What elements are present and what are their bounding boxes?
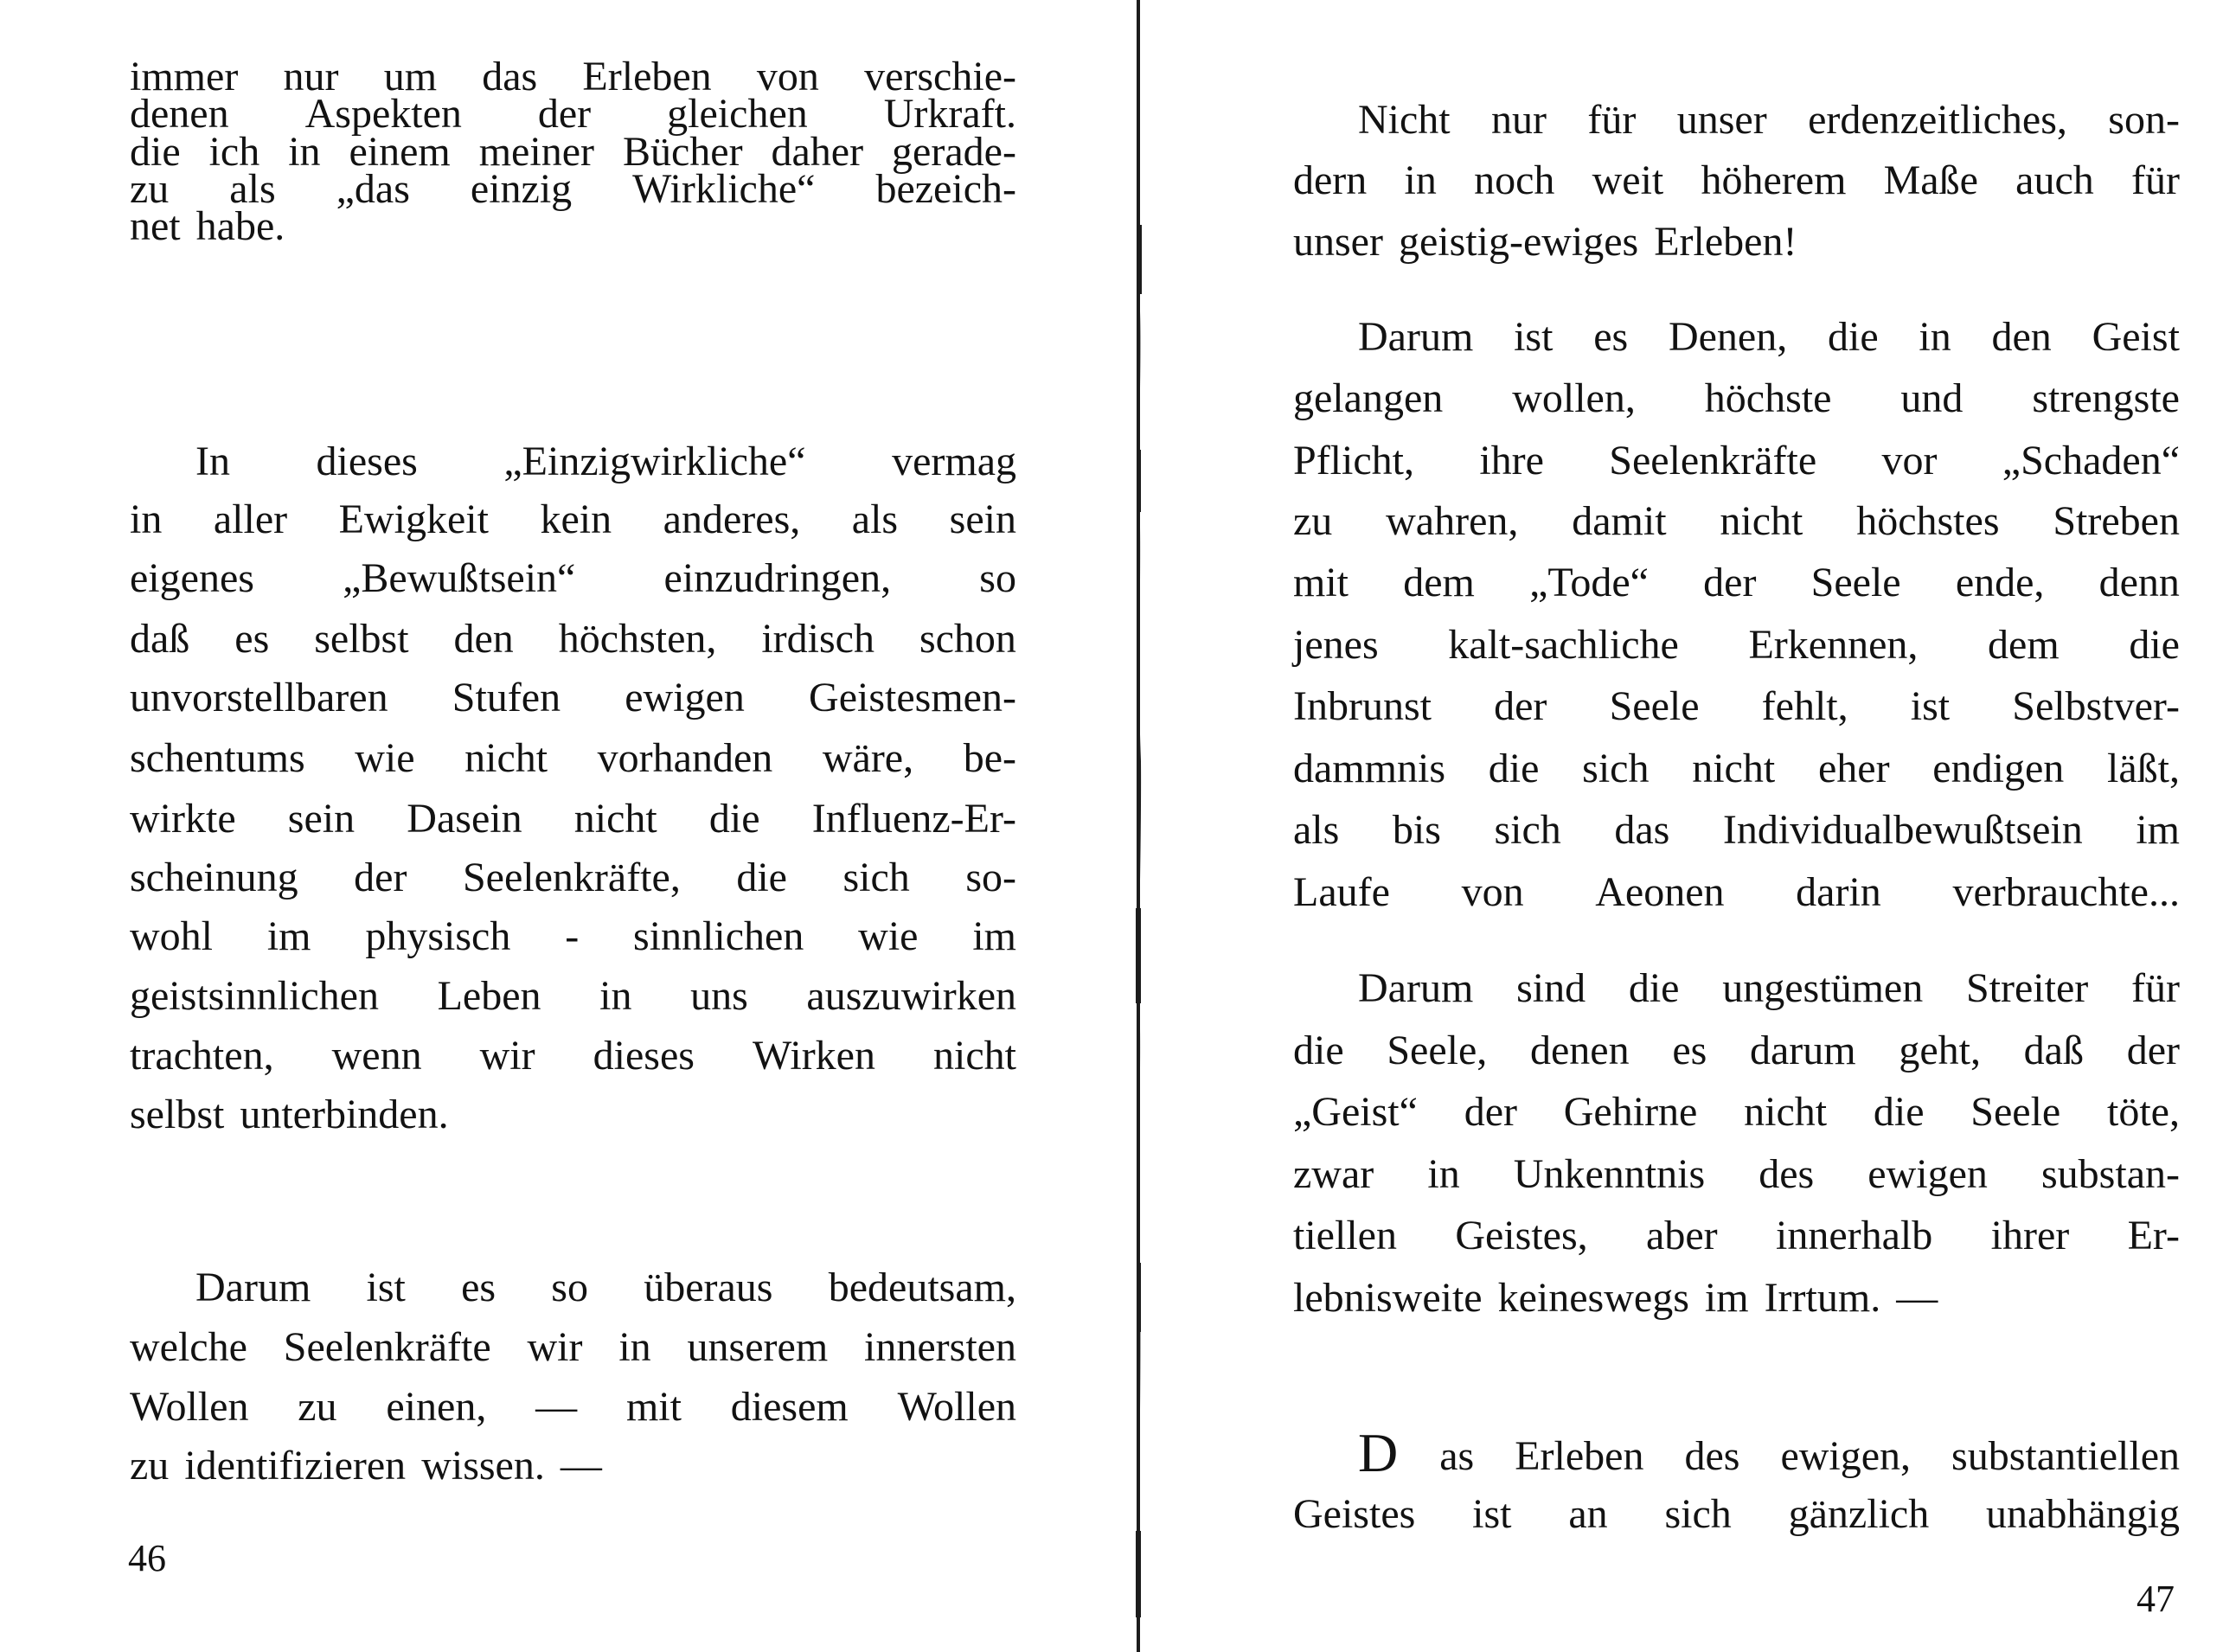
text-word: wie (355, 735, 415, 781)
text-word: Wollen (897, 1384, 1016, 1430)
page-number: 47 (2137, 1578, 2175, 1620)
text-word: dieses (316, 439, 418, 484)
text-line (195, 1261, 1016, 1315)
text-word: Influenz-Er- (811, 796, 1016, 842)
text-line (1293, 1271, 2180, 1325)
text-word: gerade- (892, 129, 1016, 175)
text-word: dem (1403, 560, 1475, 605)
text-word: wollen, (1512, 375, 1636, 421)
text-word: sind (1516, 965, 1586, 1011)
text-word: ewigen (1867, 1151, 1988, 1197)
text-word: Darum (1358, 314, 1474, 360)
text-word: Er- (2127, 1213, 2180, 1258)
text-word: wir (527, 1324, 583, 1370)
text-word: in (1427, 1151, 1460, 1197)
text-word: lebnisweite (1293, 1275, 1483, 1321)
text-word: den (453, 616, 514, 662)
text-word: wissen. (421, 1443, 545, 1489)
text-word: Aspekten (304, 91, 462, 137)
text-word: zu (130, 166, 170, 212)
text-word: Aeonen (1595, 869, 1725, 915)
text-word: in (599, 973, 632, 1019)
text-line (130, 1380, 1016, 1434)
text-word: einen, (386, 1384, 487, 1430)
text-word: ende, (1955, 560, 2045, 605)
dropcap-line (1358, 1422, 2180, 1483)
text-word: daß (130, 616, 190, 662)
text-word: auszuwirken (806, 973, 1016, 1019)
text-line (1358, 962, 2180, 1015)
text-word: identifizieren (184, 1443, 407, 1489)
text-word: es (234, 616, 270, 662)
text-line (130, 671, 1016, 725)
text-word: habe. (195, 203, 285, 249)
text-word: — (535, 1384, 578, 1430)
text-line (195, 435, 1016, 489)
text-word: Streiter (1965, 965, 2089, 1011)
text-word: Urkraft. (883, 91, 1016, 137)
text-word: sich (1664, 1491, 1732, 1537)
text-word: verschie- (864, 54, 1016, 99)
text-word: immer (130, 54, 239, 99)
text-word: Erkennen, (1748, 622, 1919, 668)
text-word: für (2130, 157, 2180, 203)
text-word: innersten (864, 1324, 1016, 1370)
text-word: vor (1881, 438, 1938, 483)
text-word: dem (1988, 622, 2060, 668)
text-word: daß (2023, 1028, 2084, 1073)
text-word: unvorstellbaren (130, 675, 388, 720)
text-word: in (1919, 314, 1951, 360)
text-word: Erleben (582, 54, 712, 99)
text-word: Geistes (1293, 1491, 1416, 1537)
text-word: als (1293, 807, 1340, 853)
text-word: zu (130, 1443, 170, 1489)
text-word: darum (1750, 1028, 1856, 1073)
text-word: der (2126, 1028, 2180, 1073)
text-word: wahren, (1386, 498, 1519, 544)
text-word: unser (1293, 219, 1383, 265)
text-word: das (482, 54, 538, 99)
text-word: substantiellen (1951, 1433, 2180, 1479)
text-word: für (2131, 965, 2180, 1011)
text-word: so- (965, 855, 1016, 900)
text-word: nicht (1720, 498, 1803, 544)
text-word: Wirken (752, 1033, 875, 1079)
text-word: Ewigkeit (338, 496, 489, 542)
text-word: eher (1817, 746, 1890, 791)
text-line (1293, 1209, 2180, 1263)
text-line (1358, 93, 2180, 147)
text-word: es (1593, 314, 1629, 360)
text-word: trachten, (130, 1033, 274, 1079)
text-word: Inbrunst (1293, 683, 1432, 729)
text-word: „Einzigwirkliche“ (503, 439, 806, 484)
text-word: weit (1592, 157, 1664, 203)
text-line (130, 732, 1016, 785)
text-word: irdisch (761, 616, 874, 662)
text-word: zu (1293, 498, 1333, 544)
text-word: mit (1293, 560, 1349, 605)
text-word: endigen (1932, 746, 2065, 791)
text-line (1293, 1085, 2180, 1139)
text-word: als (851, 496, 899, 542)
text-word: Darum (195, 1265, 311, 1310)
text-word: unserem (687, 1324, 829, 1370)
text-word: nur (283, 54, 339, 99)
text-line (1293, 1488, 2180, 1541)
text-word: meiner (478, 129, 594, 175)
text-word: Geist (2092, 314, 2180, 360)
text-word: Dasein (407, 796, 522, 842)
text-word: geistsinnlichen (130, 973, 379, 1019)
text-word: nicht (573, 796, 657, 842)
text-word: die (1488, 746, 1540, 791)
text-line (1293, 1024, 2180, 1078)
text-word: ist (1514, 314, 1554, 360)
text-line (130, 970, 1016, 1023)
text-word: Seelenkräfte, (462, 855, 681, 900)
text-word: selbst (314, 616, 409, 662)
text-word: höchstes (1856, 498, 2000, 544)
text-word: - (565, 913, 580, 959)
text-word: es (461, 1265, 496, 1310)
text-word: strengste (2032, 375, 2180, 421)
text-word: zwar (1293, 1151, 1374, 1197)
text-word: einzig (470, 166, 573, 212)
text-word: erdenzeitliches, (1808, 97, 2067, 143)
text-line (1293, 154, 2180, 208)
text-line (1293, 680, 2180, 733)
text-word: ihrer (1990, 1213, 2070, 1258)
text-word: einem (349, 129, 451, 175)
text-word: Nicht (1358, 97, 1451, 143)
text-word: „Tode“ (1529, 560, 1649, 605)
text-line (130, 792, 1016, 846)
text-word: Seele, (1387, 1028, 1488, 1073)
text-word: noch (1474, 157, 1555, 203)
text-word: von (756, 54, 819, 99)
text-line (130, 552, 1016, 605)
text-word: sich (1582, 746, 1650, 791)
text-word: welche (130, 1324, 247, 1370)
text-line (1293, 866, 2180, 919)
text-word: die (736, 855, 787, 900)
text-word: In (195, 439, 230, 484)
text-word: es (1672, 1028, 1707, 1073)
text-word: die (2129, 622, 2180, 668)
text-word: ist (1472, 1491, 1512, 1537)
text-word: sich (842, 855, 910, 900)
text-line (130, 1321, 1016, 1374)
text-word: schon (919, 616, 1016, 662)
text-word: gleichen (667, 91, 808, 137)
text-word: der (1494, 683, 1547, 729)
text-word: nur (1491, 97, 1547, 143)
text-word: eigenes (130, 555, 254, 601)
text-word: der (537, 91, 592, 137)
text-line (1293, 556, 2180, 610)
text-word: verbrauchte... (1952, 869, 2180, 915)
text-word: wirkte (130, 796, 236, 842)
text-word: ist (366, 1265, 406, 1310)
text-line (130, 910, 1016, 964)
text-word: dern (1293, 157, 1368, 203)
text-word: Geistes, (1455, 1213, 1588, 1258)
text-word: wir (479, 1033, 535, 1079)
text-word: vermag (892, 439, 1016, 484)
text-word: kein (540, 496, 612, 542)
text-word: Denen, (1668, 314, 1788, 360)
text-line (130, 493, 1016, 547)
text-word: geht, (1899, 1028, 1981, 1073)
text-word: Leben (437, 973, 541, 1019)
text-word: Individualbewußtsein (1722, 807, 2083, 853)
text-line (130, 200, 1016, 253)
text-word: im (2136, 807, 2180, 853)
text-word: die (1628, 965, 1680, 1011)
text-word: damit (1572, 498, 1667, 544)
text-word: Erleben (1515, 1433, 1644, 1479)
text-word: „Schaden“ (2002, 438, 2180, 483)
text-word: bedeutsam, (828, 1265, 1016, 1310)
text-word: gelangen (1293, 375, 1444, 421)
text-word: die (1873, 1089, 1925, 1135)
text-line (1293, 215, 2180, 269)
text-word: Seelenkräfte (283, 1324, 491, 1370)
text-word: tiellen (1293, 1213, 1397, 1258)
text-word: bis (1392, 807, 1441, 853)
text-word: net (130, 203, 181, 249)
text-word: Streben (2053, 498, 2180, 544)
text-word: ewigen (625, 675, 745, 720)
text-word: denn (2098, 560, 2180, 605)
text-word: nicht (1692, 746, 1776, 791)
text-word: — (1896, 1275, 1938, 1321)
text-word: töte, (2107, 1089, 2180, 1135)
text-word: Bücher (622, 129, 743, 175)
text-word: höchsten, (558, 616, 717, 662)
text-word: Irrtum. (1764, 1275, 1881, 1321)
book-gutter-icon (1130, 0, 1145, 1652)
text-word: as (1439, 1433, 1475, 1479)
text-word: Seele (1970, 1089, 2061, 1135)
text-word: daher (771, 129, 864, 175)
text-word: jenes (1293, 622, 1379, 668)
text-word: Laufe (1293, 869, 1390, 915)
text-word: keineswegs (1497, 1275, 1689, 1321)
text-word: wenn (331, 1033, 422, 1079)
text-word: wohl (130, 913, 213, 959)
text-word: unterbinden. (240, 1092, 449, 1137)
text-word: selbst (130, 1092, 225, 1137)
text-line (1293, 804, 2180, 857)
text-word: Unkenntnis (1513, 1151, 1706, 1197)
text-word: ungestümen (1722, 965, 1924, 1011)
text-word: der (1464, 1089, 1517, 1135)
text-word: dammnis (1293, 746, 1445, 791)
text-word: die (708, 796, 760, 842)
text-word: Seele (1810, 560, 1901, 605)
text-line (1293, 742, 2180, 796)
text-word: die (1293, 1028, 1344, 1073)
text-word: im (972, 913, 1016, 959)
text-word: in (288, 129, 321, 175)
text-word: Seele (1609, 683, 1700, 729)
text-word: son- (2108, 97, 2180, 143)
text-word: physisch (365, 913, 511, 959)
text-line (1293, 618, 2180, 672)
text-word: an (1568, 1491, 1608, 1537)
text-line (130, 1029, 1016, 1083)
text-word: ich (208, 129, 260, 175)
text-word: substan- (2041, 1151, 2180, 1197)
text-word: für (1587, 97, 1637, 143)
text-word: Pflicht, (1293, 438, 1414, 483)
text-word: geistig-ewiges (1398, 219, 1639, 265)
text-word: zu (298, 1384, 337, 1430)
text-word: unabhängig (1986, 1491, 2180, 1537)
text-word: des (1759, 1151, 1815, 1197)
text-word: sein (949, 496, 1016, 542)
text-word: aber (1646, 1213, 1718, 1258)
text-word: in (1404, 157, 1437, 203)
text-word: und (1900, 375, 1964, 421)
text-word: in (618, 1324, 651, 1370)
text-word: in (130, 496, 163, 542)
text-word: von (1461, 869, 1524, 915)
text-word: diesem (730, 1384, 849, 1430)
text-word: wäre, (822, 735, 914, 781)
text-word: Stufen (452, 675, 561, 720)
text-word: der (1703, 560, 1757, 605)
text-word: das (1614, 807, 1670, 853)
text-word: so (979, 555, 1016, 601)
text-line (130, 1088, 1016, 1142)
text-word: als (229, 166, 276, 212)
text-line (130, 612, 1016, 666)
text-word: höchste (1704, 375, 1832, 421)
text-word: ewigen, (1780, 1433, 1912, 1479)
text-word: höherem (1701, 157, 1847, 203)
text-word: vorhanden (597, 735, 773, 781)
text-line (130, 1439, 1016, 1493)
text-word: des (1684, 1433, 1740, 1479)
text-word: denen (130, 91, 229, 137)
text-line (130, 851, 1016, 905)
text-line (1293, 1148, 2180, 1201)
text-word: im (266, 913, 311, 959)
text-word: die (1827, 314, 1879, 360)
text-word: um (383, 54, 438, 99)
text-word: läßt, (2107, 746, 2180, 791)
text-word: nicht (464, 735, 548, 781)
text-word: mit (625, 1384, 682, 1430)
text-word: fehlt, (1761, 683, 1848, 729)
text-word: sich (1494, 807, 1561, 853)
text-word: — (560, 1443, 602, 1489)
text-word: überaus (644, 1265, 773, 1310)
text-word: ist (1910, 683, 1951, 729)
text-word: Erleben! (1654, 219, 1797, 265)
text-word: die (130, 129, 181, 175)
text-word: schentums (130, 735, 305, 781)
text-line (1293, 434, 2180, 488)
text-word: ihre (1479, 438, 1544, 483)
text-word: gänzlich (1788, 1491, 1930, 1537)
text-word: „Geist“ (1293, 1089, 1418, 1135)
text-word: Seelenkräfte (1609, 438, 1817, 483)
text-word: auch (2015, 157, 2094, 203)
text-word: Darum (1358, 965, 1474, 1011)
text-word: kalt-sachliche (1448, 622, 1679, 668)
right-page (1150, 0, 2223, 1652)
text-line (1358, 311, 2180, 364)
text-word: Maße (1883, 157, 1978, 203)
text-word: „Bewußtsein“ (343, 555, 576, 601)
text-word: dieses (593, 1033, 695, 1079)
text-word: uns (690, 973, 748, 1019)
text-word: der (354, 855, 407, 900)
text-word: be- (963, 735, 1016, 781)
text-word: bezeich- (875, 166, 1016, 212)
text-word: so (551, 1265, 588, 1310)
text-word: denen (1530, 1028, 1630, 1073)
text-word: einzudringen, (663, 555, 892, 601)
dropcap-letter: D (1358, 1422, 1399, 1483)
text-word: darin (1796, 869, 1881, 915)
text-word: Gehirne (1563, 1089, 1698, 1135)
text-line (1293, 495, 2180, 548)
text-word: aller (213, 496, 288, 542)
text-word: wie (858, 913, 919, 959)
text-word: unser (1676, 97, 1767, 143)
text-word: anderes, (663, 496, 801, 542)
text-word: Geistesmen- (809, 675, 1016, 720)
text-word: innerhalb (1775, 1213, 1933, 1258)
page-number: 46 (128, 1537, 166, 1579)
text-word: im (1704, 1275, 1749, 1321)
text-word: „das (336, 166, 410, 212)
text-word: den (1991, 314, 2052, 360)
text-word: sinnlichen (633, 913, 804, 959)
text-word: Selbstver- (2012, 683, 2180, 729)
text-word: nicht (1744, 1089, 1828, 1135)
text-word: Wollen (130, 1384, 249, 1430)
text-word: Wirkliche“ (632, 166, 816, 212)
text-word: sein (287, 796, 356, 842)
text-word: scheinung (130, 855, 298, 900)
text-line (1293, 372, 2180, 426)
text-word: nicht (933, 1033, 1016, 1079)
